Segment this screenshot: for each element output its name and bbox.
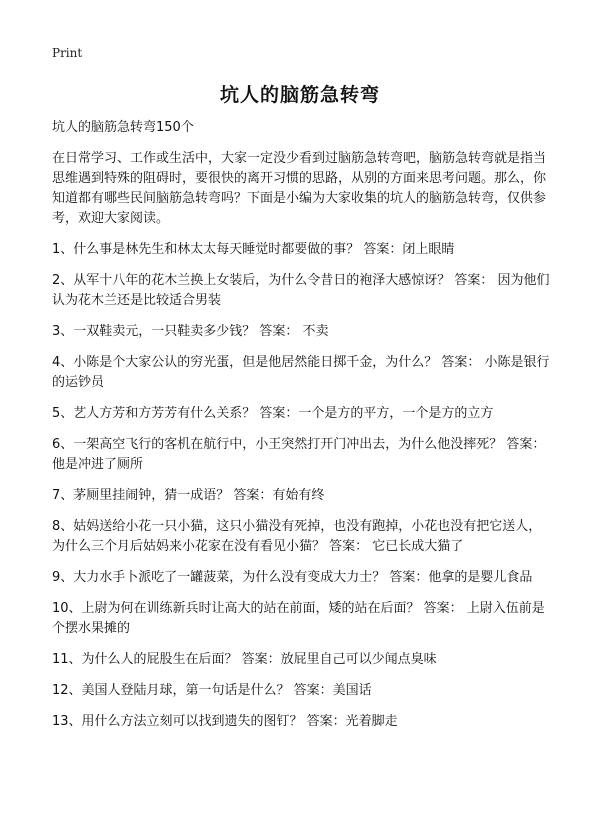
riddle-list	[52, 240, 552, 732]
print-link[interactable]: Print	[52, 46, 83, 60]
riddle-item-1: 1、什么事是林先生和林太太每天睡觉时都要做的事？ 答案：闭上眼睛	[52, 242, 455, 257]
riddle-item-13: 13、用什么方法立刻可以找到遗失的图钉？ 答案：光着脚走	[52, 714, 398, 729]
article-subtitle: 坑人的脑筋急转弯150个	[52, 120, 194, 135]
intro-paragraph: 在日常学习、工作或生活中，大家一定没少看到过脑筋急转弯吧，脑筋急转弯就是指当思维遇到特殊的阻碍时，要很快的离开习惯的思路，从别的方面来思考问题。那么，你知道都有哪些民间脑筋急转弯吗？下面是小编为大家收集的坑人的脑筋急转弯，仅供参考，欢迎大家阅读。	[52, 151, 547, 226]
riddle-item-11: 11、为什么人的屁股生在后面？ 答案：放屁里自己可以少闻点臭味	[52, 652, 437, 667]
riddle-item-9: 9、大力水手卜派吃了一罐菠菜，为什么没有变成大力士？ 答案：他拿的是婴儿食品	[52, 570, 533, 585]
riddle-item-7: 7、茅厕里挂闹钟，猜一成语？ 答案：有始有终	[52, 488, 325, 503]
riddle-item-4: 4、小陈是个大家公认的穷光蛋，但是他居然能日掷千金，为什么？ 答案： 小陈是银行的运钞员	[52, 355, 550, 390]
riddle-item-5: 5、艺人方芳和方芳芳有什么关系？ 答案：一个是方的平方，一个是方的立方	[52, 406, 494, 421]
page-title: 坑人的脑筋急转弯	[219, 84, 380, 106]
riddle-item-10: 10、上尉为何在训练新兵时让高大的站在前面，矮的站在后面？ 答案： 上尉入伍前是个摆水果摊的	[52, 601, 545, 636]
riddle-item-12: 12、美国人登陆月球，第一句话是什么？ 答案：美国话	[52, 683, 372, 698]
riddle-item-3: 3、一双鞋卖元，一只鞋卖多少钱？ 答案： 不卖	[52, 324, 329, 339]
riddle-item-2: 2、从军十八年的花木兰换上女装后，为什么令昔日的袍泽大感惊讶？ 答案： 因为他们认为花木兰还是比较适合男装	[52, 273, 550, 308]
article-body	[52, 118, 552, 743]
riddle-item-6: 6、一架高空飞行的客机在航行中，小王突然打开门冲出去，为什么他没摔死？ 答案： 他是冲进了厕所	[52, 437, 546, 472]
riddle-item-8: 8、姑妈送给小花一只小猫，这只小猫没有死掉，也没有跑掉，小花也没有把它送人，为什么三个月后姑妈来小花家在没有看见小猫？ 答案： 它已长成大猫了	[52, 519, 542, 554]
